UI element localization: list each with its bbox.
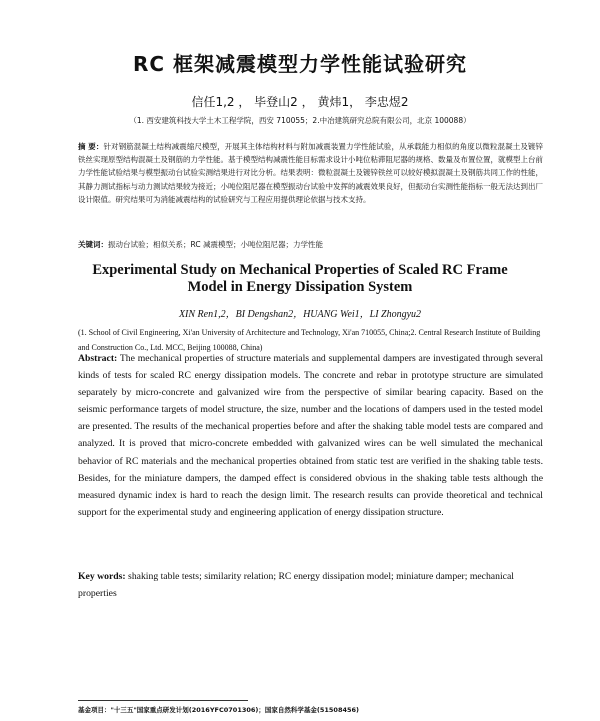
chinese-title: RC 框架减震模型力学性能试验研究 (132, 52, 468, 76)
english-title-line-1: Experimental Study on Mechanical Properties of Scaled RC Frame (92, 262, 508, 278)
chinese-abstract (78, 140, 543, 206)
footnote-text: "十三五"国家重点研发计划(2016YFC0701306)；国家自然科学基金(51508456) (110, 706, 360, 714)
footnote-divider (78, 700, 248, 701)
funding-footnote (78, 705, 548, 714)
chinese-keywords-text: 振动台试验；相似关系；RC 减震模型；小吨位阻尼器；力学性能 (108, 240, 323, 249)
chinese-affiliation: （1. 西安建筑科技大学土木工程学院，西安 710055；2.中冶建筑研究总院有限公司，北京 100088） (129, 116, 471, 125)
english-title (0, 262, 600, 296)
footnote-label: 基金项目： (78, 706, 111, 714)
english-authors: XIN Ren1,2，BI Dengshan2，HUANG Wei1，LI Zhongyu2 (178, 309, 422, 320)
english-abstract (78, 350, 543, 521)
chinese-abstract-label: 摘 要： (78, 142, 104, 151)
chinese-keywords-label: 关键词： (78, 240, 108, 249)
chinese-authors: 信任1,2 ， 毕登山2 ， 黄炜1， 李忠煜2 (191, 95, 409, 109)
chinese-abstract-text: 针对钢筋混凝土结构减震缩尺模型，开展其主体结构材料与附加减震装置力学性能试验，从承载能力相似的角度以微粒混凝土及镀锌铁丝实现原型结构混凝土及钢筋的力学性能。基于模型结构减震性能目标需求设计小吨位粘滞阻尼器的规格、数量及布置位置，就模型上台前力学性能试验结果与模型振动台试验实测结果进行对比分析。结果表明：微粒混凝土及镀锌铁丝可以较好模拟混凝土及钢筋共同工作的性能，其静力测试指标与动力测试结果较为接近；小吨位阻尼器在模型振动台试验中发挥的减震效果良好，但振动台实测性能指标一般无法达到出厂设计限值。研究结果可为消能减震结构的试验研究与工程应用提供理论依据与技术支持。 (78, 142, 543, 204)
english-abstract-text: The mechanical properties of structure materials and supplemental dampers are investigated through several kinds of tests for scaled RC energy dissipation models. The concrete and rebar in prototype structure are simulated separately by micro-concrete and galvanized wire from the perspective of similar bearing capacity. Based on the seismic performance targets of model structure, the size, number and the locations of dampers used in the tested model are presented. The results of the mechanical properties before and after the shaking table model tests are compared and analyzed. It is proved that micro-concrete embedded with galvanized wires can be well simulated the mechanical behavior of RC materials and the mechanical properties obtained from static test are verified in the shaking table tests. Besides, for the miniature dampers, the damped effect is considered obvious in the shaking table tests although the measured dynamic index is hard to reach the design limit. The research results can provide theoretical and technical support for the experimental study and engineering application of energy dissipation structure. (78, 353, 544, 518)
english-abstract-label: Abstract: (78, 353, 118, 364)
english-keywords-text: shaking table tests; similarity relation; RC energy dissipation model; miniature damper; mechanical properties (78, 571, 514, 599)
chinese-keywords (78, 239, 543, 250)
english-keywords (78, 568, 543, 602)
english-title-line-2: Model in Energy Dissipation System (187, 279, 413, 295)
english-keywords-label: Key words: (78, 571, 126, 582)
english-affiliation: (1. School of Civil Engineering, Xi'an University of Architecture and Technology, Xi'an 710055, China;2. Central Research Institute of Building and Construction Co., Ltd. MCC, Beijing 100088, China) (78, 328, 541, 352)
